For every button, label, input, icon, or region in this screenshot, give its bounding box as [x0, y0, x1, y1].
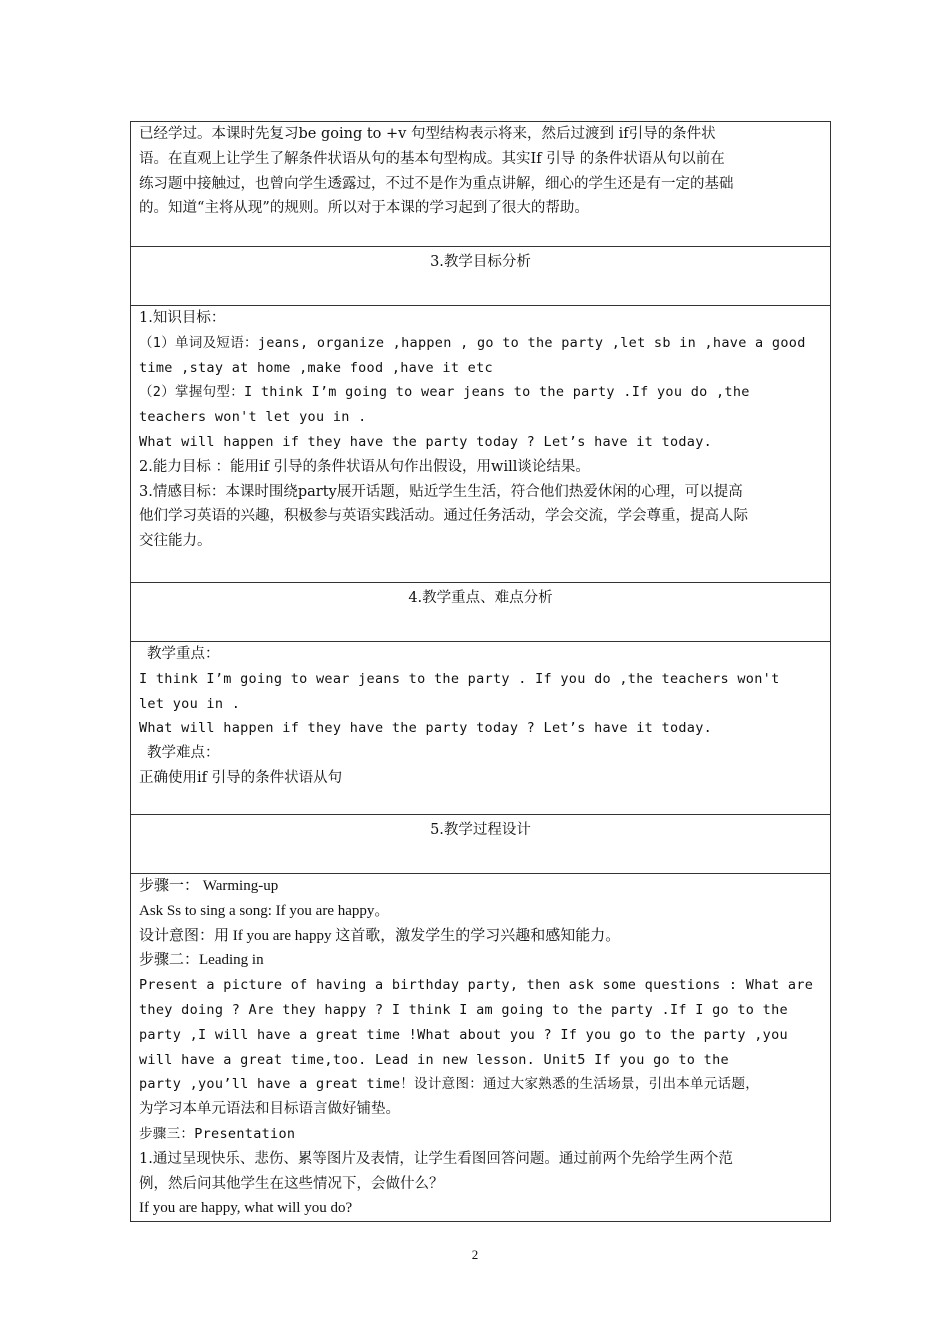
intro-cell — [131, 122, 831, 247]
section3-row — [131, 306, 831, 583]
section4-cell — [131, 642, 831, 815]
step3-label: 步骤三：Presentation — [139, 1125, 296, 1142]
step2-line: they doing ? Are they happy ? I think I am going to the party .If I go to the — [139, 1001, 788, 1018]
emotion-goal-line: 交往能力。 — [139, 533, 212, 550]
sentence-line: teachers won't let you in . — [139, 409, 367, 426]
section5-cell — [131, 874, 831, 1222]
vocab-line: （1）单词及短语：jeans, organize ,happen , go to the party ,let sb in ,have a good — [139, 334, 806, 351]
step1-label: 步骤一： Warming-up — [139, 878, 279, 894]
step2-line: will have a great time,too. Lead in new lesson. Unit5 If you go to the — [139, 1051, 729, 1068]
step3-question: If you are happy, what will you do? — [139, 1200, 353, 1217]
step1-text: Ask Ss to sing a song: If you are happy。 — [139, 902, 390, 919]
intro-line: 语。在直观上让学生了解条件状语从句的基本句型构成。其实If 引导 的条件状语从句以前在 — [139, 150, 725, 167]
step1-intent: 设计意图：用 If you are happy 这首歌，激发学生的学习兴趣和感知能力。 — [139, 927, 621, 944]
section4-row — [131, 642, 831, 815]
step2-line: 为学习本单元语法和目标语言做好铺垫。 — [139, 1101, 400, 1118]
section3-heading-row — [131, 247, 831, 306]
sentence-line: What will happen if they have the party today ? Let’s have it today. — [139, 433, 713, 450]
knowledge-goal-label: 1.知识目标： — [139, 310, 226, 326]
key-point-line: What will happen if they have the party today ? Let’s have it today. — [139, 720, 713, 737]
intro-row — [131, 122, 831, 247]
section5-heading: 5.教学过程设计 — [131, 815, 831, 874]
page-number: 2 — [471, 1247, 479, 1262]
section4-heading-row — [131, 583, 831, 642]
vocab-line: time ,stay at home ,make food ,have it etc — [139, 359, 493, 376]
section5-heading-row — [131, 815, 831, 874]
step2-line: party ,I will have a great time !What about you ? If you go to the party ,you — [139, 1026, 788, 1043]
key-point-line: I think I’m going to wear jeans to the party . If you do ,the teachers won't — [139, 670, 780, 687]
emotion-goal-line: 3.情感目标：本课时围绕party展开话题，贴近学生生活，符合他们热爱休闲的心理，可以提高 — [139, 483, 743, 500]
step2-line: Present a picture of having a birthday party, then ask some questions : What are — [139, 977, 814, 994]
intro-line: 练习题中接触过，也曾向学生透露过，不过不是作为重点讲解，细心的学生还是有一定的基础 — [139, 175, 734, 192]
section3-heading: 3.教学目标分析 — [131, 247, 831, 306]
sentence-line: （2）掌握句型：I think I’m going to wear jeans to the party .If you do ,the — [139, 384, 750, 401]
step3-line: 1.通过呈现快乐、悲伤、累等图片及表情，让学生看图回答问题。通过前两个先给学生两个范 — [139, 1150, 733, 1167]
lesson-plan-table — [130, 121, 831, 1222]
section3-cell — [131, 306, 831, 583]
difficulty-label: 教学难点： — [147, 745, 220, 762]
intro-line: 的。知道“主将从现”的规则。所以对于本课的学习起到了很大的帮助。 — [139, 200, 589, 217]
key-point-line: let you in . — [139, 695, 241, 712]
step2-line: party ,you’ll have a great time！设计意图：通过大家熟悉的生活场景，引出本单元话题， — [139, 1076, 760, 1093]
difficulty-text: 正确使用if 引导的条件状语从句 — [139, 769, 343, 786]
key-point-label: 教学重点： — [147, 646, 220, 662]
section5-row — [131, 874, 831, 1222]
intro-line: 已经学过。本课时先复习be going to +v 句型结构表示将来，然后过渡到 if引导的条件状 — [139, 126, 716, 142]
ability-goal: 2.能力目标 ：能用if 引导的条件状语从句作出假设，用will谈论结果。 — [139, 458, 590, 475]
step3-line: 例，然后问其他学生在这些情况下，会做什么？ — [139, 1175, 444, 1192]
step2-label: 步骤二：Leading in — [139, 952, 264, 969]
emotion-goal-line: 他们学习英语的兴趣，积极参与英语实践活动。通过任务活动，学会交流，学会尊重，提高人际 — [139, 508, 748, 525]
section4-heading: 4.教学重点、难点分析 — [131, 583, 831, 642]
